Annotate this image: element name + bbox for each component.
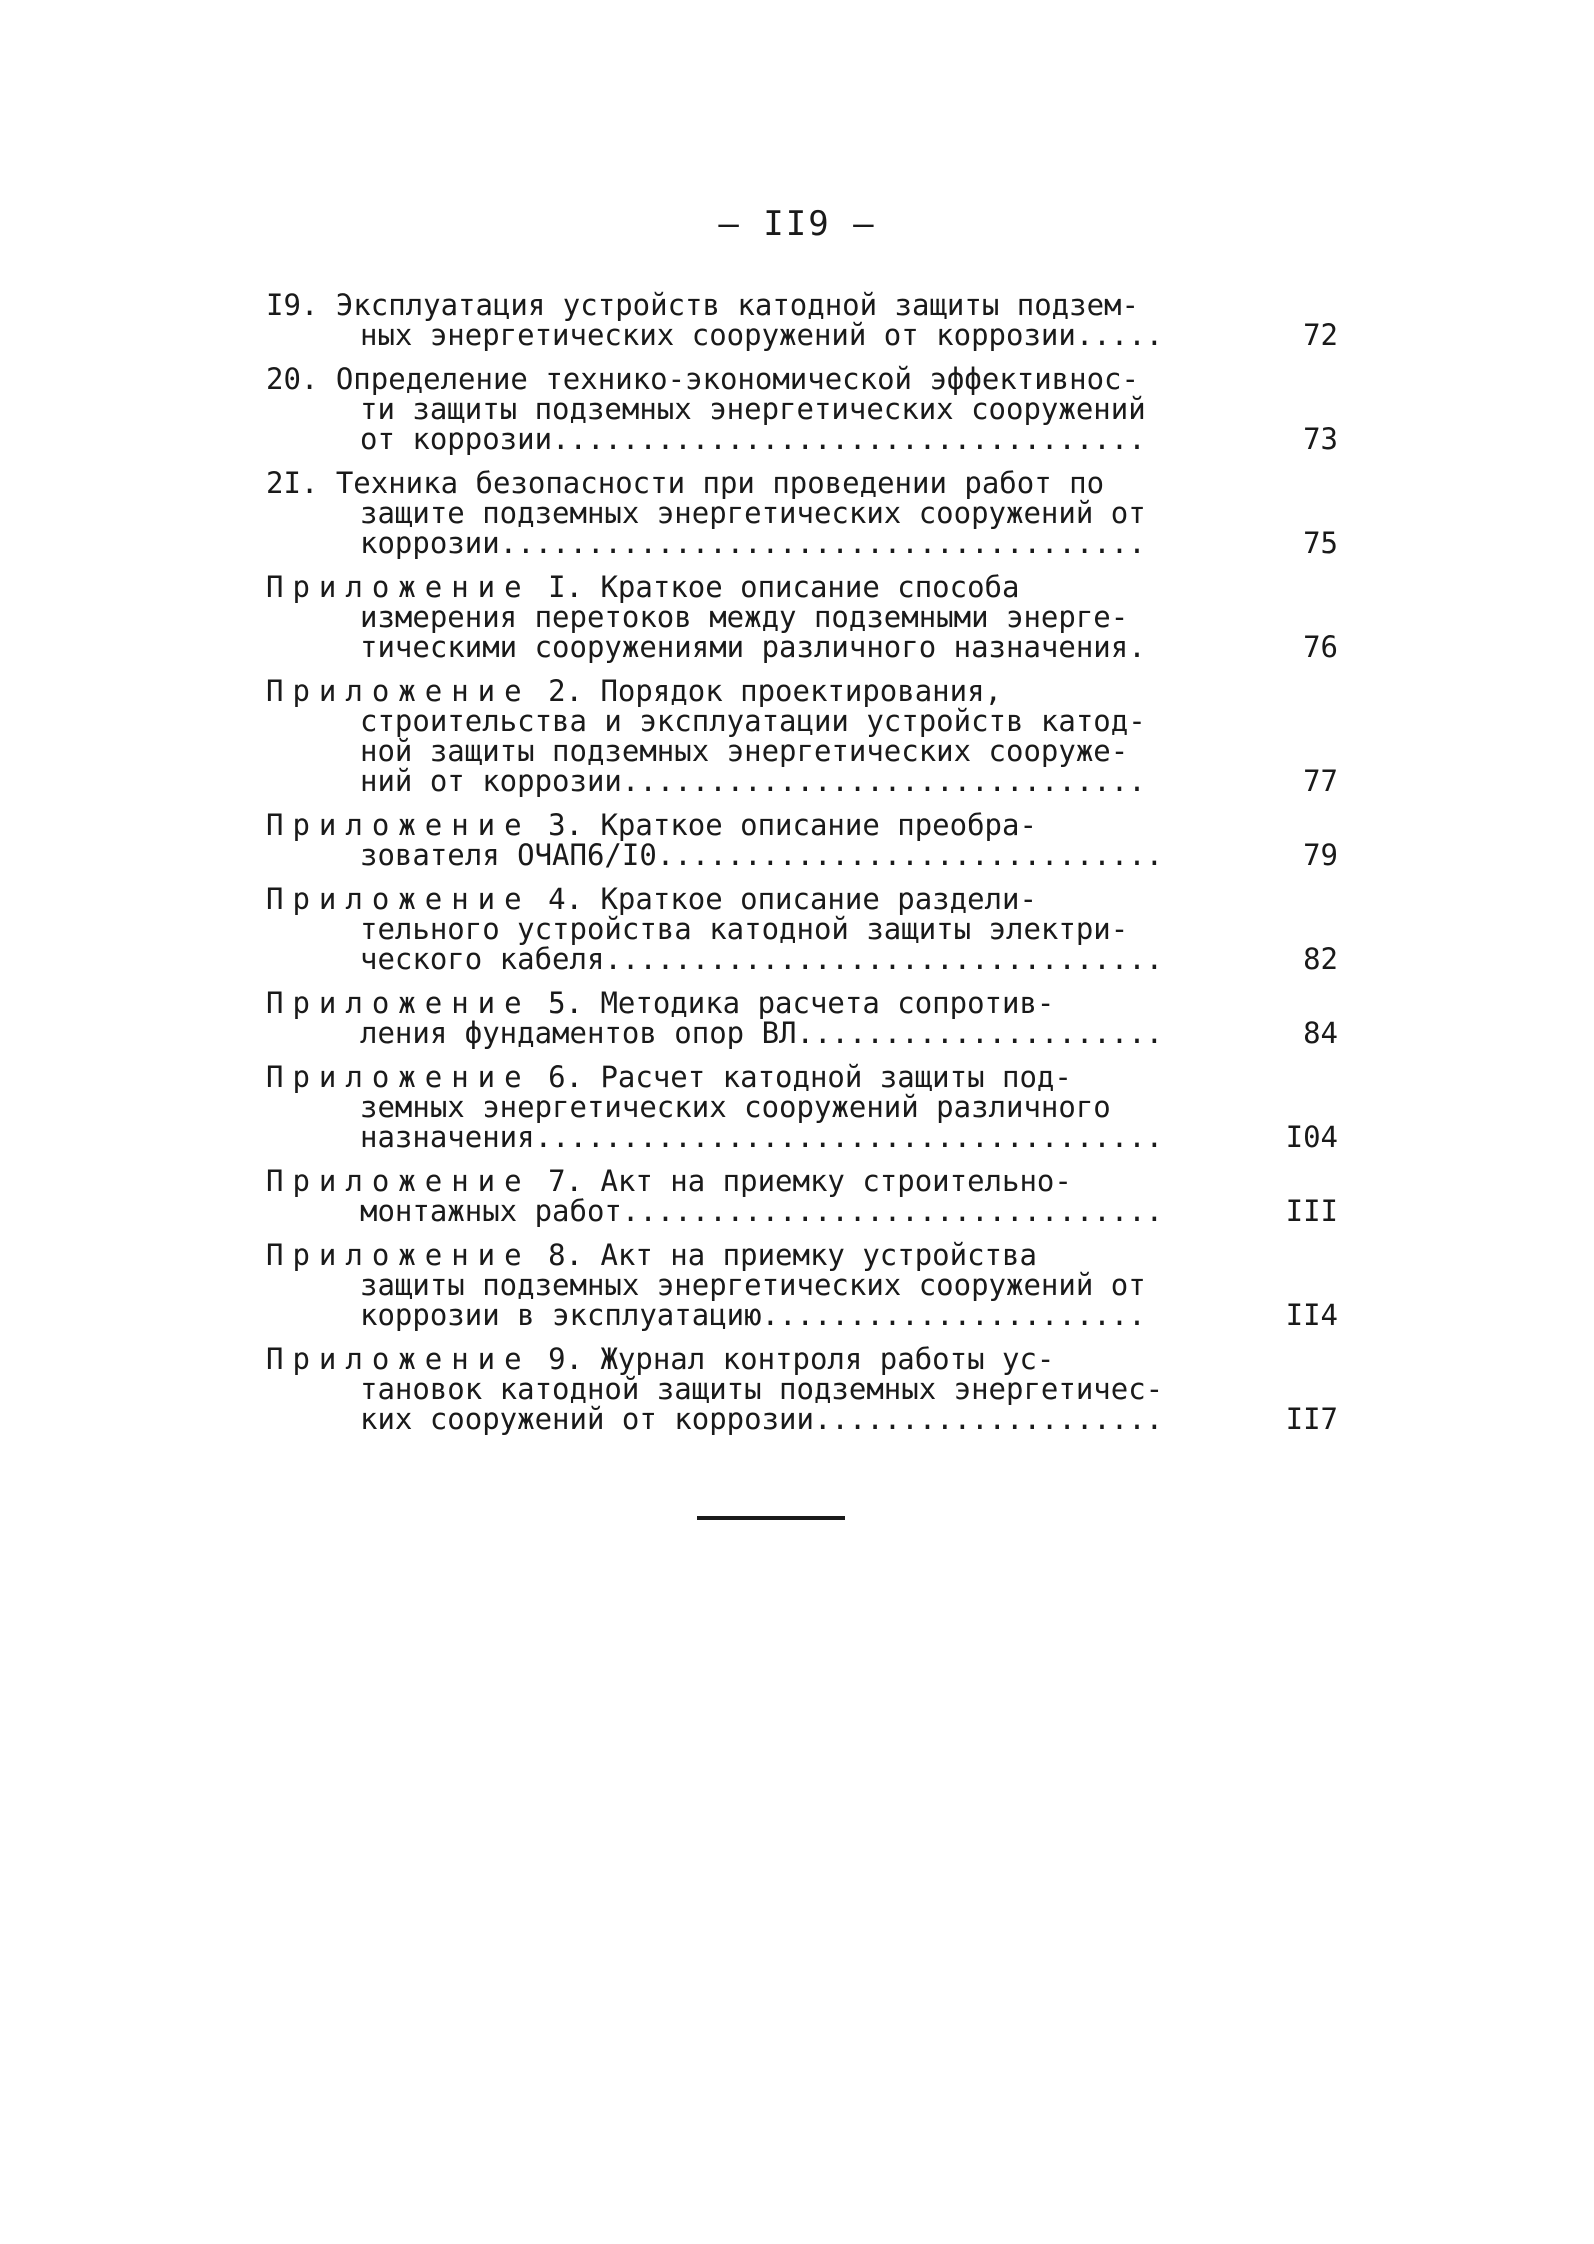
- toc-entry-title-line: коррозии.....................................: [360, 526, 1146, 560]
- appendix-label: Приложение: [266, 674, 531, 708]
- toc-entry-title-line: ных энергетических сооружений от коррозии.....: [360, 318, 1164, 352]
- appendix-label: Приложение: [266, 1164, 531, 1198]
- toc-entry-page: 82: [1303, 942, 1338, 976]
- appendix-label: Приложение: [266, 1238, 531, 1272]
- toc-entry-title-line: [266, 884, 1338, 914]
- toc-entry-page: 73: [1303, 422, 1338, 456]
- toc-entry-page: 76: [1303, 630, 1338, 664]
- toc-entry-title-line: 20. Определение технико-экономической эффективнос-: [266, 362, 1139, 396]
- appendix-label: Приложение: [266, 1060, 531, 1094]
- toc-entry-title-line: ких сооружений от коррозии....................: [360, 1402, 1164, 1436]
- toc-entry-title-line: [266, 1166, 1338, 1196]
- toc-entry-19: [266, 290, 1338, 350]
- toc-entry-title-line: тельного устройства катодной защиты электри-: [360, 912, 1129, 946]
- toc-entry-title-line: 2I. Техника безопасности при проведении работ по: [266, 466, 1105, 500]
- appendix-label: Приложение: [266, 570, 531, 604]
- toc-entry-title-line: ления фундаментов опор ВЛ.....................: [360, 1016, 1164, 1050]
- toc-entry-appendix-9: [266, 1344, 1338, 1434]
- table-of-contents: [266, 290, 1338, 1448]
- toc-entry-title-line: строительства и эксплуатации устройств катод-: [360, 704, 1146, 738]
- toc-entry-title-line: [266, 676, 1338, 706]
- toc-entry-title-line: [266, 1344, 1338, 1374]
- page-number: – II9 –: [718, 204, 876, 244]
- toc-entry-title-line: I9. Эксплуатация устройств катодной защиты подзем-: [266, 288, 1139, 322]
- toc-entry-page: 84: [1303, 1016, 1338, 1050]
- toc-entry-appendix-3: [266, 810, 1338, 870]
- toc-entry-title-line: [266, 988, 1338, 1018]
- toc-entry-appendix-2: [266, 676, 1338, 796]
- appendix-title-start: 6. Расчет катодной защиты под-: [530, 1060, 1072, 1094]
- toc-entry-title-line: тановок катодной защиты подземных энергетичес-: [360, 1372, 1164, 1406]
- closing-rule: [697, 1516, 845, 1520]
- appendix-label: Приложение: [266, 986, 531, 1020]
- toc-entry-appendix-4: [266, 884, 1338, 974]
- appendix-title-start: 4. Краткое описание раздели-: [530, 882, 1037, 916]
- toc-entry-title-line: [266, 1062, 1338, 1092]
- toc-entry-page: I04: [1285, 1120, 1338, 1154]
- appendix-label: Приложение: [266, 808, 531, 842]
- appendix-title-start: 7. Акт на приемку строительно-: [530, 1164, 1072, 1198]
- appendix-label: Приложение: [266, 1342, 531, 1376]
- toc-entry-appendix-8: [266, 1240, 1338, 1330]
- appendix-title-start: 2. Порядок проектирования,: [530, 674, 1003, 708]
- toc-entry-page: 75: [1303, 526, 1338, 560]
- appendix-title-start: 3. Краткое описание преобра-: [530, 808, 1037, 842]
- toc-entry-page: III: [1285, 1194, 1338, 1228]
- toc-entry-title-line: [266, 1240, 1338, 1270]
- toc-entry-title-line: защите подземных энергетических сооружений от: [360, 496, 1146, 530]
- toc-entry-appendix-1: [266, 572, 1338, 662]
- toc-entry-page: 77: [1303, 764, 1338, 798]
- appendix-title-start: I. Краткое описание способа: [530, 570, 1020, 604]
- toc-entry-title-line: земных энергетических сооружений различного: [360, 1090, 1111, 1124]
- toc-entry-title-line: от коррозии..................................: [360, 422, 1146, 456]
- toc-entry-title-line: ной защиты подземных энергетических сооруже-: [360, 734, 1129, 768]
- toc-entry-appendix-7: [266, 1166, 1338, 1226]
- toc-entry-title-line: ти защиты подземных энергетических сооружений: [360, 392, 1146, 426]
- appendix-label: Приложение: [266, 882, 531, 916]
- toc-entry-title-line: ний от коррозии..............................: [360, 764, 1146, 798]
- toc-entry-title-line: тическими сооружениями различного назначения.: [360, 630, 1146, 664]
- toc-entry-title-line: монтажных работ...............................: [360, 1194, 1164, 1228]
- toc-entry-page: II4: [1285, 1298, 1338, 1332]
- toc-entry-title-line: измерения перетоков между подземными энерге-: [360, 600, 1129, 634]
- toc-entry-page: II7: [1285, 1402, 1338, 1436]
- toc-entry-title-line: коррозии в эксплуатацию......................: [360, 1298, 1146, 1332]
- toc-entry-20: [266, 364, 1338, 454]
- toc-entry-21: [266, 468, 1338, 558]
- toc-entry-page: 72: [1303, 318, 1338, 352]
- appendix-title-start: 8. Акт на приемку устройства: [530, 1238, 1037, 1272]
- toc-entry-title-line: [266, 810, 1338, 840]
- toc-entry-title-line: назначения....................................: [360, 1120, 1164, 1154]
- toc-entry-title-line: ческого кабеля................................: [360, 942, 1164, 976]
- toc-entry-title-line: зователя ОЧАП6/I0.............................: [360, 838, 1164, 872]
- toc-entry-appendix-5: [266, 988, 1338, 1048]
- appendix-title-start: 9. Журнал контроля работы ус-: [530, 1342, 1055, 1376]
- toc-entry-title-line: [266, 572, 1338, 602]
- appendix-title-start: 5. Методика расчета сопротив-: [530, 986, 1055, 1020]
- toc-entry-title-line: защиты подземных энергетических сооружений от: [360, 1268, 1146, 1302]
- toc-entry-appendix-6: [266, 1062, 1338, 1152]
- toc-entry-page: 79: [1303, 838, 1338, 872]
